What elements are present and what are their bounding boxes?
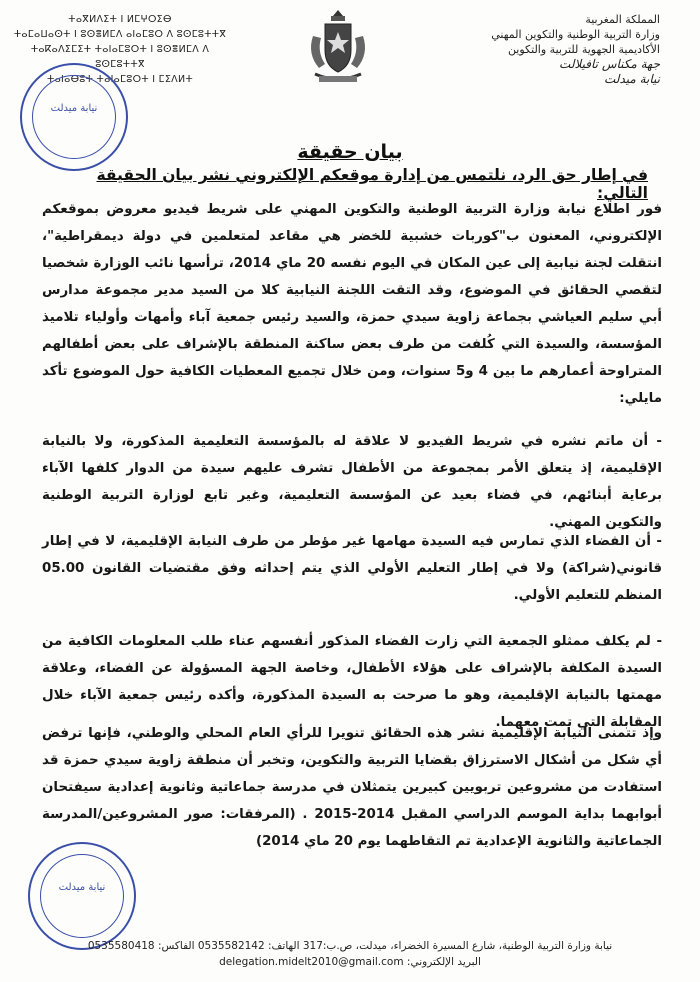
stamp-text: نيابة ميدلت: [58, 882, 106, 893]
footer-email-label: البريد الإلكتروني:: [406, 956, 481, 968]
footer-address: نيابة وزارة التربية الوطنية، شارع المسيرة الخضراء، ميدلت، ص.ب:317 الهاتف: 0535582142 الفاكس: 0535580418: [87, 940, 613, 952]
paragraph: - لم يكلف ممثلو الجمعية التي زارت الفضاء المذكور أنفسهم عناء طلب المعلومات الكافية من السيدة المكلفة بالإشراف على هؤلاء الأطفال، وخاصة الجهة المسؤولة عن الفضاء، وعلاقة مهمتها بالنيابة الإقليمية، وهو ما صرحت به السيدة المذكورة، وأكده رئيس جمعية الآباء خلال المقابلة التي تمت معهما.: [42, 634, 662, 730]
footer: [40, 938, 660, 970]
paragraph: وإذ تتمنى النيابة الإقليمية نشر هذه الحقائق تنويرا للرأي العام المحلي والوطني، فإنها ترفض أي شكل من أشكال الاسترزاق بقضايا التربية والتكوين، وتخبر أن منطقة زاوية سيدي حمزة قد استفادت من مشروعين تربويين كبيرين يتمثلان في مدرسة جماعاتية وثانوية إعدادية سيفتحان أبوابهما بداية الموسم الدراسي المقبل 2014-2015 . (المرفقات: صور المشروعين/المدرسة الجماعاتية والثانوية الإعدادية تم التقاطهما يوم 20 ماي 2014): [42, 726, 663, 849]
header-line-handwritten: نيابة ميدلت: [604, 72, 660, 86]
header-line-handwritten: جهة مكناس تافيلالت: [559, 57, 660, 71]
royal-emblem-icon: [305, 6, 371, 86]
official-stamp-bottom: [28, 842, 136, 950]
intro-line: في إطار حق الرد، نلتمس من إدارة موقعكم الإلكتروني نشر بيان الحقيقة التالي:: [96, 166, 648, 202]
tifinagh-line: ⵜⴰⵏⴰⴱⵓⵜ ⵜⴰⵏⴰⵎⵓⵔⵜ ⵏ ⵎⵉⴷⵍⵜ: [47, 74, 193, 85]
paragraph: - أن الفضاء الذي تمارس فيه السيدة مهامها غير مؤطر من طرف النيابة الإقليمية، لا في إطار قانوني(شراكة) ولا في إطار التعليم الأولي الذي يتم إحداثه وفق مقتضيات القانون 05.00 المنظم للتعليم الأولي.: [42, 534, 662, 603]
document-title: بيان حقيقة: [297, 141, 403, 163]
header-line: المملكة المغربية: [585, 13, 660, 26]
arabic-header: [420, 12, 660, 87]
tifinagh-line: ⵜⴰⴽⴰⴷⵉⵎⵉⵜ ⵜⴰⵏⴰⵎⵓⵔⵜ ⵏ ⵓⵙⴻⵍⵎⴷ ⴷ ⵓⵙⵎⵓⵜⵜⴳ: [30, 44, 210, 70]
header-line: الأكاديمية الجهوية للتربية والتكوين: [507, 43, 660, 56]
paragraph: - أن ماتم نشره في شريط الفيديو لا علاقة له بالمؤسسة التعليمية المذكورة، ولا بالنيابة الإقليمية، إذ يتعلق الأمر بمجموعة من الأطفال تشرف عليهم سيدة من الدوار كلفها الآباء برعاية أبنائهم، في فضاء بعيد عن المؤسسة التعليمية، وغير تابع لوزارة التربية الوطنية والتكوين المهني.: [42, 434, 662, 530]
stamp-text: نيابة ميدلت: [50, 103, 98, 114]
footer-email[interactable]: delegation.midelt2010@gmail.com: [219, 956, 404, 968]
paragraph: فور اطلاع نيابة وزارة التربية الوطنية والتكوين المهني على شريط فيديو معروض بموقعكم الإلكتروني، المعنون ب"كوربات خشبية للخضر هي مقاعد لمتعلمين في دولة ديمقراطية"، انتقلت لجنة نيابية إلى عين المكان في اليوم نفسه 20 ماي 2014، ترأسها نائب الوزارة شخصيا لتقصي الحقائق في الموضوع، وقد التقت اللجنة النيابية كلا من السيد مدير مجموعة مدارس أبي سليم العياشي بجماعة زاوية سيدي حمزة، والسيد رئيس جمعية آباء وأمهات وأولياء تلاميذ المؤسسة، والسيدة التي كُلفت من طرف بعض ساكنة المنطقة بالإشراف على بعض أطفالهم المتراوحة أعمارهم ما بين 4 و5 سنوات، ومن خلال تجميع المعطيات الكافية حول الموضوع تأكد مايلي:: [42, 202, 662, 406]
stamp-ring: [40, 854, 124, 938]
tifinagh-line: ⵜⴰⵎⴰⵡⴰⵙⵜ ⵏ ⵓⵙⴻⵍⵎⴷ ⴰⵏⴰⵎⵓⵔ ⴷ ⵓⵙⵎⵓⵜⵜⴳ: [13, 29, 227, 40]
tifinagh-line: ⵜⴰⴳⵍⴷⵉⵜ ⵏ ⵍⵎⵖⵔⵉⴱ: [68, 14, 172, 25]
header-line: وزارة التربية الوطنية والتكوين المهني: [491, 28, 660, 41]
footer-email-line: [40, 954, 660, 970]
